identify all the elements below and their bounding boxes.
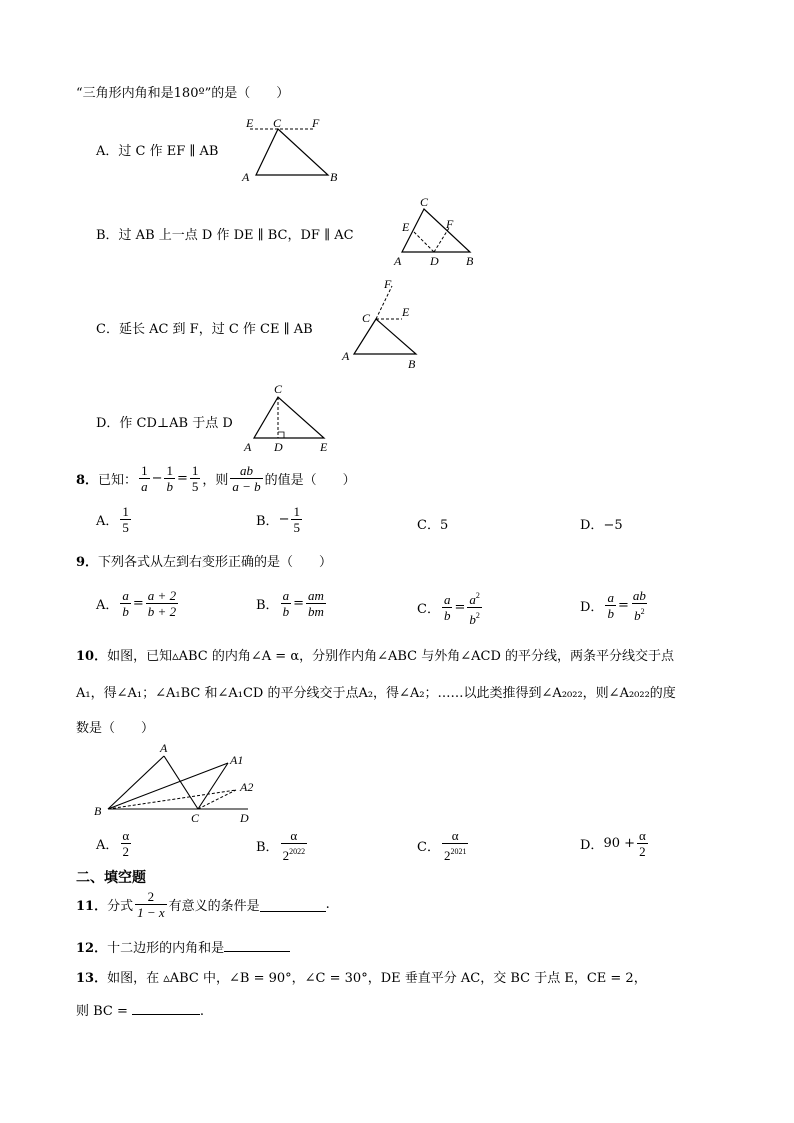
q7-figure-b: [388, 192, 484, 272]
label-b: B: [408, 357, 416, 371]
q8-frac-1: $\frac{1}{a}$: [141, 463, 148, 494]
q9-option-d[interactable]: D． $\frac{a}{b}$ = $\frac{ab}{b^2}$: [580, 588, 646, 623]
line-df: [434, 228, 449, 252]
q10-option-d[interactable]: D． 90 + $\frac{\alpha}{2}$: [580, 828, 646, 859]
q7-figure-c: [336, 276, 426, 374]
q8-stem: 8． 已知： $\frac{1}{a}$ − $\frac{1}{b}$ = $\frac{1}{5}$ ，则 $\frac{ab}{a - b}$ 的值是（ ）: [76, 463, 356, 494]
q10-line-2: A₁，得∠A₁；∠A₁BC 和∠A₁CD 的平分线交于点A₂，得∠A₂；……以此类推得到∠A₂₀₂₂，则∠A₂₀₂₂的度: [76, 686, 676, 701]
label-d: D: [430, 254, 439, 268]
q7-option-b[interactable]: B．过 AB 上一点 D 作 DE ∥ BC，DF ∥ AC: [96, 228, 354, 243]
triangle-abc: [256, 129, 328, 175]
q7-figure-a: [238, 112, 348, 184]
q7-figure-d: [238, 380, 338, 458]
q13-answer-blank[interactable]: [132, 1002, 200, 1015]
q11-fraction: $\frac{2}{1 - x}$: [137, 889, 165, 920]
q8-option-c[interactable]: C．5: [417, 518, 449, 533]
triangle-ace: [254, 397, 324, 438]
q7-option-a[interactable]: A．过 C 作 EF ∥ AB: [96, 144, 219, 159]
q8-frac-4: $\frac{ab}{a - b}$: [232, 463, 261, 494]
label-e: E: [402, 305, 410, 319]
label-e: E: [246, 116, 254, 130]
label-a1: A1: [230, 753, 244, 767]
triangle-abc: [402, 209, 470, 252]
q10-line-1: 10．如图，已知▵ABC 的内角∠A = α，分别作内角∠ABC 与外角∠ACD 的平分线，两条平分线交于点: [76, 649, 675, 664]
label-b: B: [330, 170, 338, 184]
label-a: A: [160, 741, 168, 755]
label-d: D: [240, 811, 249, 825]
q9-stem: [76, 551, 332, 570]
label-e: E: [402, 220, 410, 234]
q8-mid: ，则: [202, 473, 229, 488]
label-a: A: [394, 254, 402, 268]
q9-option-c[interactable]: C． $\frac{a}{b}$ = $\frac{a^2}{b^2}$: [417, 591, 480, 627]
q8-number: 8．: [76, 473, 99, 488]
line-ba1: [108, 763, 228, 809]
label-a: A: [242, 170, 250, 184]
q8-option-b[interactable]: B． − $\frac{1}{5}$: [256, 504, 300, 535]
q9-option-b[interactable]: B． $\frac{a}{b}$ = $\frac{am}{bm}$: [256, 588, 324, 619]
q8-pre: 已知：: [98, 473, 138, 488]
q10-line-3: 数是（ ）: [76, 721, 155, 736]
q9-number: 9．: [76, 555, 99, 570]
q9-text: 下列各式从左到右变形正确的是（ ）: [98, 555, 333, 570]
line-ac: [164, 756, 198, 809]
q11-answer-blank[interactable]: [260, 897, 326, 912]
q10-figure: [90, 738, 270, 830]
q7-option-d[interactable]: D．作 CD⊥AB 于点 D: [96, 416, 233, 431]
q13-line-2: 则 BC = .: [76, 1004, 205, 1019]
q11-number: 11．: [76, 899, 108, 914]
line-de: [414, 232, 434, 252]
label-c: C: [191, 811, 200, 825]
q12-number: 12．: [76, 941, 108, 956]
q9-option-a[interactable]: A． $\frac{a}{b}$ = $\frac{a + 2}{b + 2}$: [96, 588, 177, 619]
label-b: B: [466, 254, 474, 268]
q10-number: 10．: [76, 649, 108, 664]
label-f: F: [312, 116, 320, 130]
q10-option-b[interactable]: B． $\frac{\alpha}{2^{2022}}$: [256, 828, 306, 863]
line-ca1: [198, 763, 228, 809]
label-c: C: [362, 311, 371, 325]
section-title-fill-in: 二、填空题: [76, 870, 146, 886]
label-c: C: [420, 195, 429, 209]
q13-line-1: 13．如图，在 ▵ABC 中，∠B = 90°，∠C = 30°，DE 垂直平分 AC，交 BC 于点 E，CE = 2，: [76, 971, 647, 986]
label-f: F: [446, 217, 454, 231]
q8-frac-2: $\frac{1}{b}$: [166, 463, 173, 494]
label-a2: A2: [240, 780, 254, 794]
right-angle-mark: [278, 432, 284, 438]
line-ba: [108, 756, 164, 809]
q8-b-frac: $\frac{1}{5}$: [293, 504, 300, 535]
q10-option-c[interactable]: C． $\frac{\alpha}{2^{2021}}$: [417, 828, 467, 863]
label-a: A: [244, 440, 252, 454]
label-d: D: [274, 440, 283, 454]
q12-answer-blank[interactable]: [224, 939, 290, 952]
q8-post: 的值是（ ）: [264, 473, 356, 488]
q7-option-c[interactable]: C．延长 AC 到 F，过 C 作 CE ∥ AB: [96, 322, 313, 337]
label-a: A: [342, 349, 350, 363]
label-f: F: [384, 277, 392, 291]
q8-frac-3: $\frac{1}{5}$: [191, 463, 199, 494]
q11-stem: 11． 分式 $\frac{2}{1 - x}$ 有意义的条件是 .: [76, 889, 330, 920]
label-e: E: [320, 440, 328, 454]
label-c: C: [274, 382, 283, 396]
label-c: C: [273, 116, 282, 130]
q13-number: 13．: [76, 971, 108, 986]
intro-text: “三角形内角和是180º”的是（ ）: [76, 86, 290, 101]
q10-option-a[interactable]: A． $\frac{\alpha}{2}$: [96, 828, 130, 859]
q8-option-a[interactable]: A． $\frac{1}{5}$: [96, 504, 129, 535]
label-b: B: [94, 804, 102, 818]
q12-stem: 12．十二边形的内角和是: [76, 937, 290, 956]
q8-option-d[interactable]: D．−5: [580, 518, 623, 533]
q8-a-frac: $\frac{1}{5}$: [122, 504, 129, 535]
